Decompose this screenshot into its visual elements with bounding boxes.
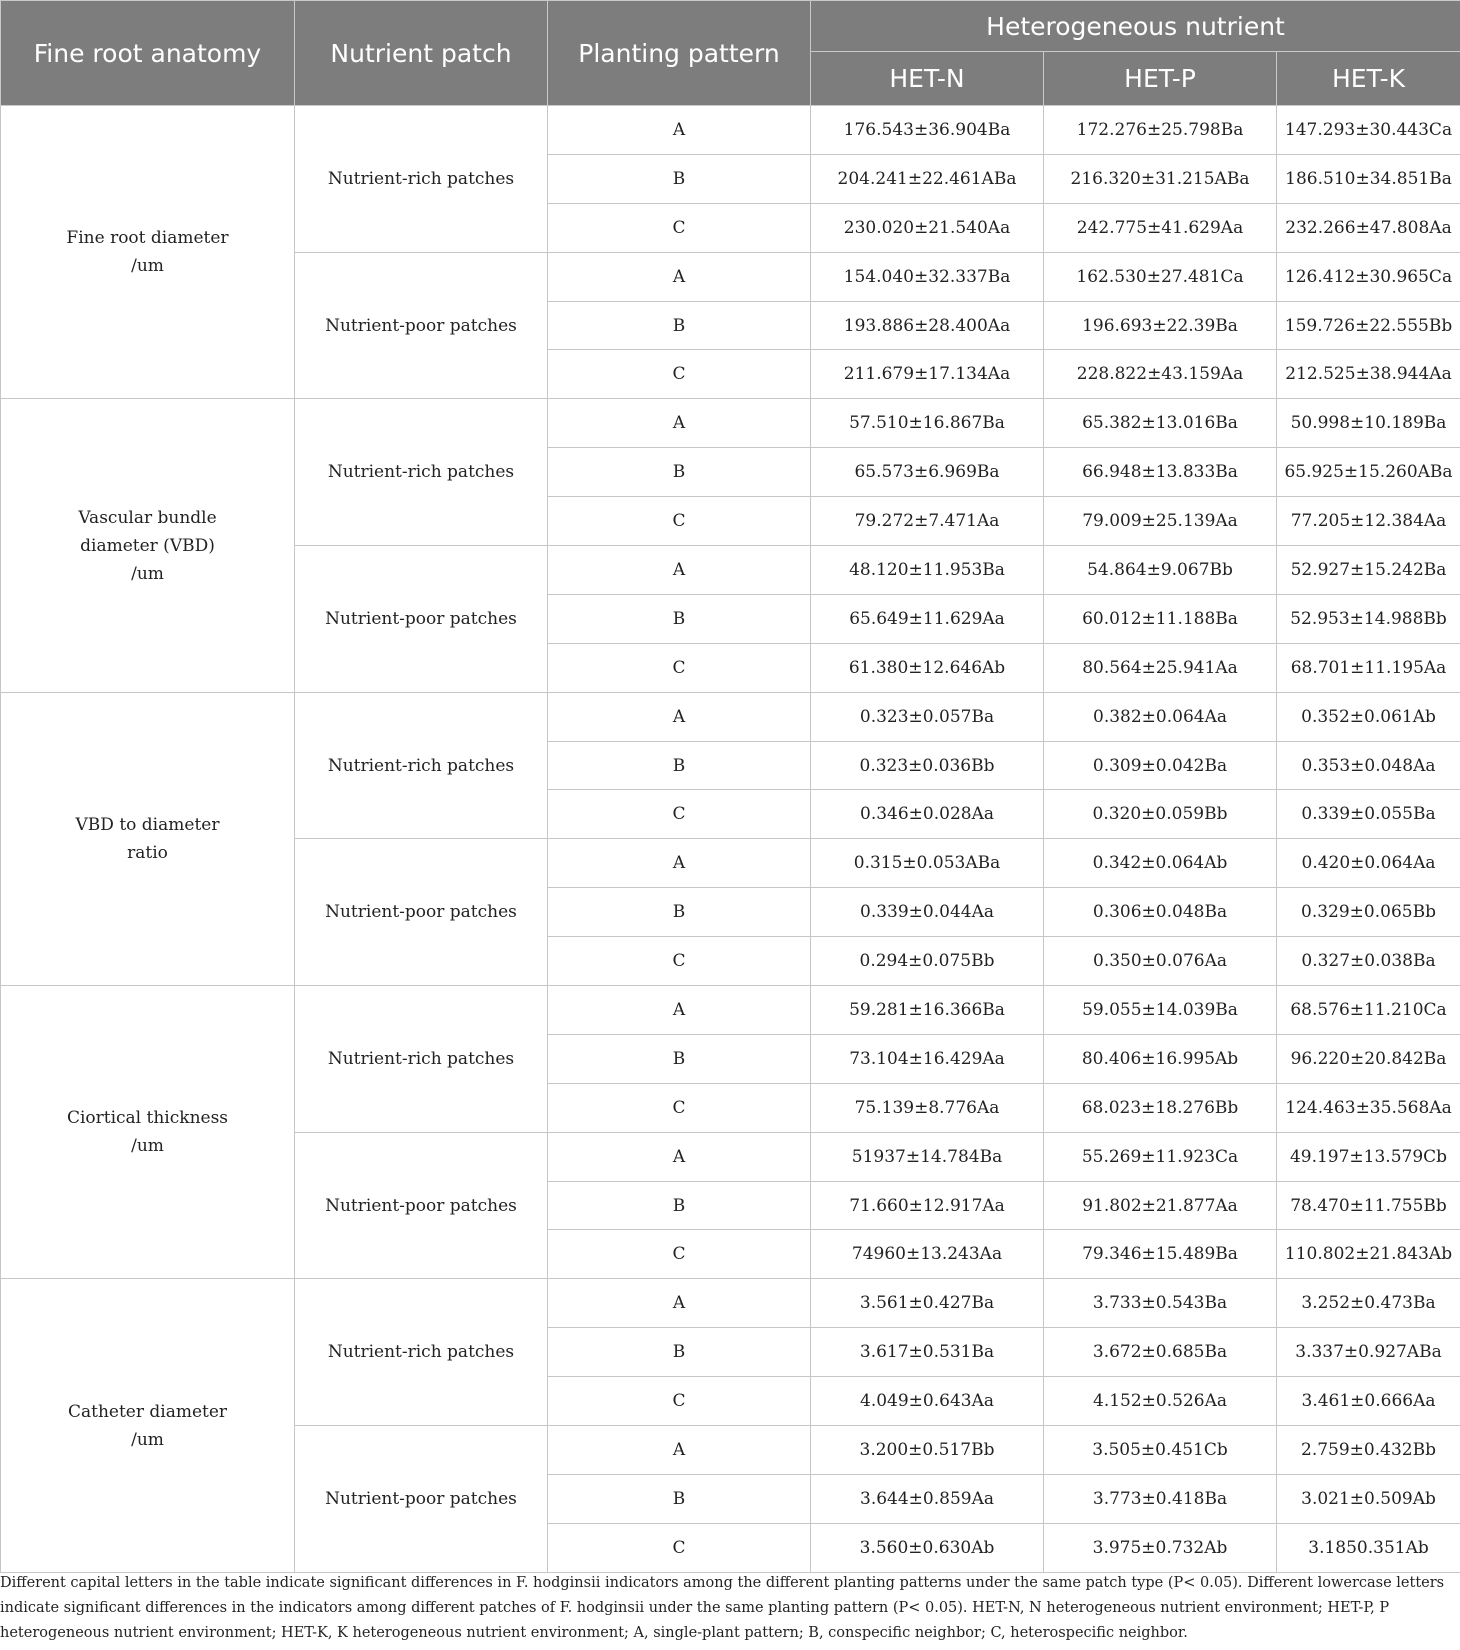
het-n-value: 154.040±32.337Ba	[811, 252, 1044, 301]
planting-pattern-cell: A	[548, 106, 811, 155]
anatomy-label: VBD to diameter ratio	[1, 692, 295, 985]
het-k-value: 3.1850.351Ab	[1277, 1523, 1460, 1572]
het-p-value: 228.822±43.159Aa	[1044, 350, 1277, 399]
table-body	[1, 106, 1460, 1573]
planting-pattern-cell: A	[548, 1279, 811, 1328]
het-k-value: 0.353±0.048Aa	[1277, 741, 1460, 790]
het-p-value: 3.975±0.732Ab	[1044, 1523, 1277, 1572]
header-het-k: HET-K	[1277, 52, 1460, 106]
planting-pattern-cell: A	[548, 1426, 811, 1475]
nutrient-patch-label: Nutrient-rich patches	[295, 1279, 548, 1426]
het-k-value: 159.726±22.555Bb	[1277, 301, 1460, 350]
het-n-value: 59.281±16.366Ba	[811, 986, 1044, 1035]
planting-pattern-cell: C	[548, 350, 811, 399]
table-header	[1, 1, 1460, 106]
anatomy-label: Catheter diameter /um	[1, 1279, 295, 1572]
het-p-value: 3.672±0.685Ba	[1044, 1328, 1277, 1377]
het-p-value: 54.864±9.067Bb	[1044, 546, 1277, 595]
het-n-value: 0.315±0.053ABa	[811, 839, 1044, 888]
het-p-value: 162.530±27.481Ca	[1044, 252, 1277, 301]
planting-pattern-cell: C	[548, 497, 811, 546]
het-k-value: 65.925±15.260ABa	[1277, 448, 1460, 497]
planting-pattern-cell: A	[548, 399, 811, 448]
het-p-value: 0.342±0.064Ab	[1044, 839, 1277, 888]
nutrient-patch-label: Nutrient-rich patches	[295, 106, 548, 253]
header-het-p: HET-P	[1044, 52, 1277, 106]
het-k-value: 147.293±30.443Ca	[1277, 106, 1460, 155]
planting-pattern-cell: B	[548, 1034, 811, 1083]
nutrient-patch-label: Nutrient-poor patches	[295, 1132, 548, 1279]
table-row	[1, 692, 1460, 741]
het-p-value: 216.320±31.215ABa	[1044, 154, 1277, 203]
anatomy-label: Vascular bundle diameter (VBD) /um	[1, 399, 295, 692]
het-p-value: 66.948±13.833Ba	[1044, 448, 1277, 497]
het-p-value: 59.055±14.039Ba	[1044, 986, 1277, 1035]
het-p-value: 0.382±0.064Aa	[1044, 692, 1277, 741]
het-k-value: 52.953±14.988Bb	[1277, 594, 1460, 643]
het-n-value: 51937±14.784Ba	[811, 1132, 1044, 1181]
het-k-value: 78.470±11.755Bb	[1277, 1181, 1460, 1230]
het-p-value: 0.309±0.042Ba	[1044, 741, 1277, 790]
planting-pattern-cell: A	[548, 692, 811, 741]
het-n-value: 204.241±22.461ABa	[811, 154, 1044, 203]
het-k-value: 212.525±38.944Aa	[1277, 350, 1460, 399]
nutrient-patch-label: Nutrient-poor patches	[295, 546, 548, 693]
het-k-value: 0.327±0.038Ba	[1277, 937, 1460, 986]
anatomy-label: Fine root diameter /um	[1, 106, 295, 399]
het-k-value: 232.266±47.808Aa	[1277, 203, 1460, 252]
het-n-value: 3.644±0.859Aa	[811, 1474, 1044, 1523]
planting-pattern-cell: A	[548, 546, 811, 595]
het-p-value: 172.276±25.798Ba	[1044, 106, 1277, 155]
het-p-value: 3.773±0.418Ba	[1044, 1474, 1277, 1523]
het-p-value: 55.269±11.923Ca	[1044, 1132, 1277, 1181]
het-n-value: 71.660±12.917Aa	[811, 1181, 1044, 1230]
het-k-value: 3.252±0.473Ba	[1277, 1279, 1460, 1328]
header-heterogeneous-nutrient: Heterogeneous nutrient	[811, 1, 1460, 52]
nutrient-patch-label: Nutrient-rich patches	[295, 692, 548, 839]
table-row	[1, 986, 1460, 1035]
het-n-value: 211.679±17.134Aa	[811, 350, 1044, 399]
het-n-value: 3.617±0.531Ba	[811, 1328, 1044, 1377]
het-p-value: 0.320±0.059Bb	[1044, 790, 1277, 839]
planting-pattern-cell: B	[548, 448, 811, 497]
het-k-value: 52.927±15.242Ba	[1277, 546, 1460, 595]
het-k-value: 2.759±0.432Bb	[1277, 1426, 1460, 1475]
het-p-value: 79.346±15.489Ba	[1044, 1230, 1277, 1279]
het-k-value: 0.329±0.065Bb	[1277, 888, 1460, 937]
het-n-value: 3.200±0.517Bb	[811, 1426, 1044, 1475]
het-k-value: 3.021±0.509Ab	[1277, 1474, 1460, 1523]
planting-pattern-cell: B	[548, 1181, 811, 1230]
planting-pattern-cell: C	[548, 203, 811, 252]
planting-pattern-cell: B	[548, 154, 811, 203]
het-n-value: 3.560±0.630Ab	[811, 1523, 1044, 1572]
het-n-value: 3.561±0.427Ba	[811, 1279, 1044, 1328]
nutrient-patch-label: Nutrient-poor patches	[295, 1426, 548, 1573]
planting-pattern-cell: B	[548, 741, 811, 790]
het-k-value: 0.339±0.055Ba	[1277, 790, 1460, 839]
nutrient-patch-label: Nutrient-poor patches	[295, 252, 548, 399]
planting-pattern-cell: A	[548, 839, 811, 888]
het-n-value: 79.272±7.471Aa	[811, 497, 1044, 546]
het-k-value: 186.510±34.851Ba	[1277, 154, 1460, 203]
het-n-value: 4.049±0.643Aa	[811, 1377, 1044, 1426]
het-n-value: 57.510±16.867Ba	[811, 399, 1044, 448]
het-k-value: 77.205±12.384Aa	[1277, 497, 1460, 546]
planting-pattern-cell: C	[548, 1230, 811, 1279]
het-n-value: 74960±13.243Aa	[811, 1230, 1044, 1279]
het-n-value: 176.543±36.904Ba	[811, 106, 1044, 155]
table-row	[1, 399, 1460, 448]
het-k-value: 68.576±11.210Ca	[1277, 986, 1460, 1035]
het-p-value: 80.564±25.941Aa	[1044, 643, 1277, 692]
table-footnote: Different capital letters in the table indicate significant differences in F. hodginsii indicators among the different planting patterns under the same patch type (P< 0.05). Different lowercase letters indicate significant differences in the indicators among different patches of F. hodginsii under the same planting pattern (P< 0.05). HET-N, N heterogeneous nutrient environment; HET-P, P heterogeneous nutrient environment; HET-K, K heterogeneous nutrient environment; A, single-plant pattern; B, conspecific neighbor; C, heterospecific neighbor.	[0, 1575, 1445, 1641]
het-k-value: 49.197±13.579Cb	[1277, 1132, 1460, 1181]
het-n-value: 48.120±11.953Ba	[811, 546, 1044, 595]
header-het-n: HET-N	[811, 52, 1044, 106]
het-k-value: 0.352±0.061Ab	[1277, 692, 1460, 741]
header-planting-pattern: Planting pattern	[548, 1, 811, 106]
het-k-value: 0.420±0.064Aa	[1277, 839, 1460, 888]
het-n-value: 0.339±0.044Aa	[811, 888, 1044, 937]
het-p-value: 65.382±13.016Ba	[1044, 399, 1277, 448]
planting-pattern-cell: C	[548, 790, 811, 839]
planting-pattern-cell: C	[548, 1523, 811, 1572]
planting-pattern-cell: B	[548, 301, 811, 350]
nutrient-patch-label: Nutrient-rich patches	[295, 399, 548, 546]
planting-pattern-cell: B	[548, 1328, 811, 1377]
planting-pattern-cell: C	[548, 937, 811, 986]
planting-pattern-cell: B	[548, 1474, 811, 1523]
het-k-value: 126.412±30.965Ca	[1277, 252, 1460, 301]
het-k-value: 110.802±21.843Ab	[1277, 1230, 1460, 1279]
planting-pattern-cell: C	[548, 1083, 811, 1132]
het-p-value: 4.152±0.526Aa	[1044, 1377, 1277, 1426]
planting-pattern-cell: B	[548, 888, 811, 937]
het-k-value: 50.998±10.189Ba	[1277, 399, 1460, 448]
het-p-value: 242.775±41.629Aa	[1044, 203, 1277, 252]
table-row	[1, 106, 1460, 155]
het-n-value: 73.104±16.429Aa	[811, 1034, 1044, 1083]
het-n-value: 0.346±0.028Aa	[811, 790, 1044, 839]
het-p-value: 3.505±0.451Cb	[1044, 1426, 1277, 1475]
het-n-value: 230.020±21.540Aa	[811, 203, 1044, 252]
het-k-value: 3.337±0.927ABa	[1277, 1328, 1460, 1377]
het-p-value: 80.406±16.995Ab	[1044, 1034, 1277, 1083]
het-n-value: 61.380±12.646Ab	[811, 643, 1044, 692]
planting-pattern-cell: A	[548, 986, 811, 1035]
het-n-value: 65.573±6.969Ba	[811, 448, 1044, 497]
het-p-value: 0.306±0.048Ba	[1044, 888, 1277, 937]
het-n-value: 75.139±8.776Aa	[811, 1083, 1044, 1132]
planting-pattern-cell: A	[548, 252, 811, 301]
het-p-value: 79.009±25.139Aa	[1044, 497, 1277, 546]
het-n-value: 0.323±0.057Ba	[811, 692, 1044, 741]
planting-pattern-cell: C	[548, 1377, 811, 1426]
planting-pattern-cell: A	[548, 1132, 811, 1181]
table-row	[1, 1279, 1460, 1328]
het-p-value: 68.023±18.276Bb	[1044, 1083, 1277, 1132]
nutrient-patch-label: Nutrient-rich patches	[295, 986, 548, 1133]
het-p-value: 0.350±0.076Aa	[1044, 937, 1277, 986]
het-p-value: 91.802±21.877Aa	[1044, 1181, 1277, 1230]
het-p-value: 3.733±0.543Ba	[1044, 1279, 1277, 1328]
planting-pattern-cell: C	[548, 643, 811, 692]
het-n-value: 65.649±11.629Aa	[811, 594, 1044, 643]
header-nutrient-patch: Nutrient patch	[295, 1, 548, 106]
nutrient-patch-label: Nutrient-poor patches	[295, 839, 548, 986]
het-k-value: 68.701±11.195Aa	[1277, 643, 1460, 692]
het-p-value: 60.012±11.188Ba	[1044, 594, 1277, 643]
het-k-value: 3.461±0.666Aa	[1277, 1377, 1460, 1426]
het-p-value: 196.693±22.39Ba	[1044, 301, 1277, 350]
anatomy-label: Ciortical thickness /um	[1, 986, 295, 1279]
het-n-value: 0.323±0.036Bb	[811, 741, 1044, 790]
planting-pattern-cell: B	[548, 594, 811, 643]
het-n-value: 0.294±0.075Bb	[811, 937, 1044, 986]
het-k-value: 96.220±20.842Ba	[1277, 1034, 1460, 1083]
het-n-value: 193.886±28.400Aa	[811, 301, 1044, 350]
het-k-value: 124.463±35.568Aa	[1277, 1083, 1460, 1132]
header-fine-root-anatomy: Fine root anatomy	[1, 1, 295, 106]
